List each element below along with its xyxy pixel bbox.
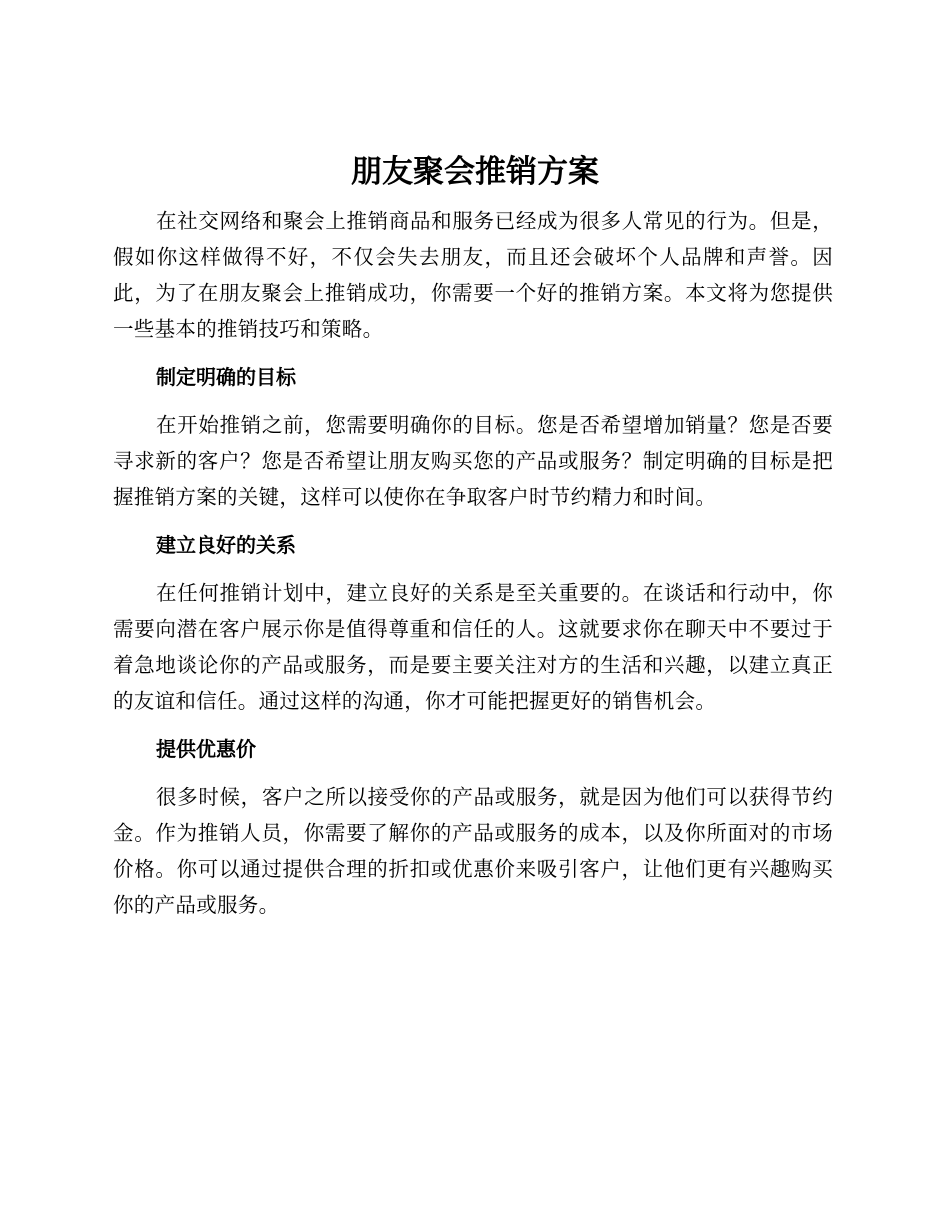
- section-heading: 建立良好的关系: [156, 533, 296, 557]
- intro-paragraph: 在社交网络和聚会上推销商品和服务已经成为很多人常见的行为。但是，假如你这样做得不好，不仅会失去朋友，而且还会破坏个人品牌和声誉。因此，为了在朋友聚会上推销成功，你需要一个好的推销方案。本文将为您提供一些基本的推销技巧和策略。: [113, 209, 833, 341]
- document-body: [113, 203, 833, 923]
- section-paragraph: 在任何推销计划中，建立良好的关系是至关重要的。在谈话和行动中，你需要向潜在客户展示你是值得尊重和信任的人。这就要求你在聊天中不要过于着急地谈论你的产品或服务，而是要主要关注对方的生活和兴趣，以建立真正的友谊和信任。通过这样的沟通，你才可能把握更好的销售机会。: [113, 581, 833, 713]
- section-heading: 制定明确的目标: [156, 365, 296, 389]
- section-goals: [113, 359, 833, 515]
- section-paragraph: 在开始推销之前，您需要明确你的目标。您是否希望增加销量？您是否要寻求新的客户？您是否希望让朋友购买您的产品或服务？制定明确的目标是把握推销方案的关键，这样可以使你在争取客户时节约精力和时间。: [113, 413, 833, 509]
- section-discounts: [113, 731, 833, 923]
- section-heading: 提供优惠价: [156, 737, 256, 761]
- section-paragraph: 很多时候，客户之所以接受你的产品或服务，就是因为他们可以获得节约金。作为推销人员，你需要了解你的产品或服务的成本，以及你所面对的市场价格。你可以通过提供合理的折扣或优惠价来吸引客户，让他们更有兴趣购买你的产品或服务。: [113, 785, 833, 917]
- section-relationships: [113, 527, 833, 719]
- document-title: 朋友聚会推销方案: [351, 154, 599, 190]
